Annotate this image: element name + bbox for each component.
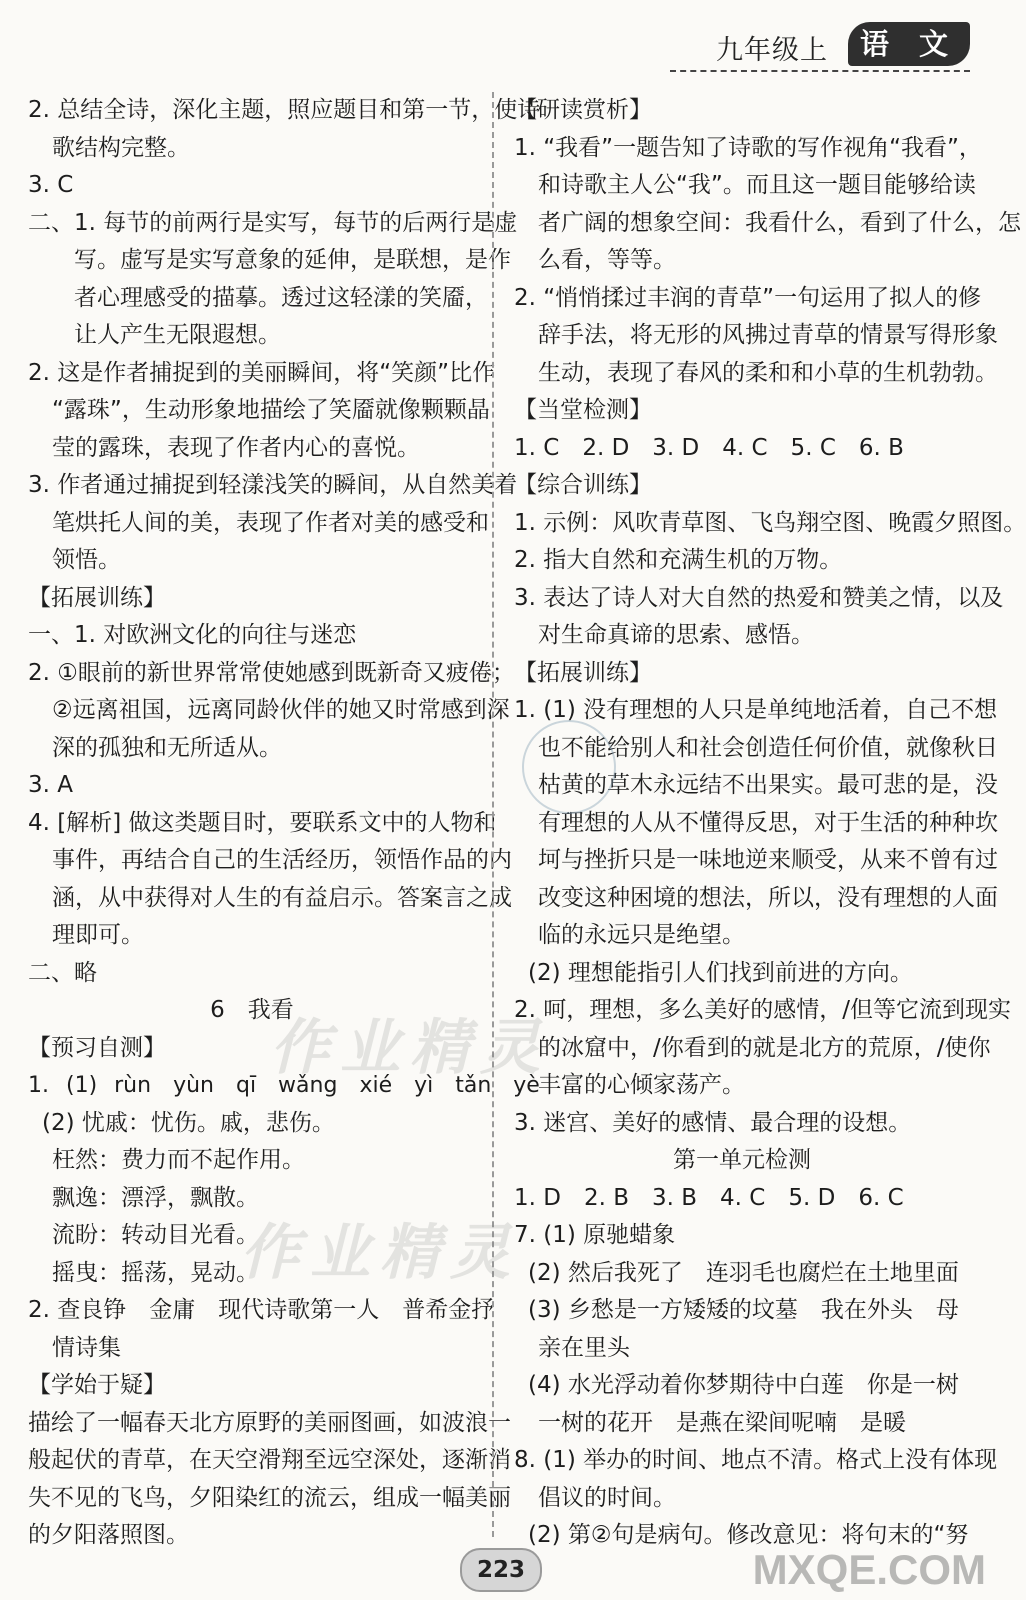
text-line: (3) 乡愁是一方矮矮的坟墓 我在外头 母 bbox=[528, 1297, 959, 1323]
text-line: 亲在里头 bbox=[538, 1334, 630, 1361]
right-column bbox=[514, 92, 1026, 1555]
text-line: 飘逸：漂浮，飘散。 bbox=[52, 1184, 259, 1211]
text-line: 【拓展训练】 bbox=[514, 659, 652, 686]
text-line: (2) 忧戚：忧伤。戚，悲伤。 bbox=[42, 1109, 335, 1136]
text-line: 2. 查良铮 金庸 现代诗歌第一人 普希金抒 bbox=[28, 1297, 495, 1323]
text-line: 一树的花开 是燕在梁间呢喃 是暖 bbox=[538, 1409, 906, 1436]
text-line: 么看，等等。 bbox=[538, 247, 676, 273]
text-line: 倡议的时间。 bbox=[538, 1484, 676, 1511]
text-line: 摇曳：摇荡，晃动。 bbox=[52, 1259, 259, 1286]
text-line: 【预习自测】 bbox=[28, 1034, 166, 1061]
text-line: 事件，再结合自己的生活经历，领悟作品的内 bbox=[52, 847, 512, 873]
text-line: 2. ①眼前的新世界常常使她感到既新奇又疲倦； bbox=[28, 659, 515, 686]
text-line: (2) 理想能指引人们找到前进的方向。 bbox=[528, 959, 913, 986]
text-line: 流盼：转动目光看。 bbox=[52, 1222, 259, 1248]
text-line: 【拓展训练】 bbox=[28, 584, 166, 611]
text-line: 临的永远只是绝望。 bbox=[538, 922, 745, 948]
text-line: 【综合训练】 bbox=[514, 472, 652, 498]
text-line: 2. “悄悄揉过丰润的青草”一句运用了拟人的修 bbox=[514, 284, 982, 311]
text-line: 第一单元检测 bbox=[673, 1147, 811, 1173]
text-line: 和诗歌主人公“我”。而且这一题目能够给读 bbox=[538, 172, 976, 198]
text-line: 1. C 2. D 3. D 4. C 5. C 6. B bbox=[514, 434, 904, 461]
watermark: 作业精灵 bbox=[270, 1013, 550, 1083]
text-line: 3. 表达了诗人对大自然的热爱和赞美之情，以及 bbox=[514, 584, 1004, 611]
circular-stamp bbox=[522, 720, 616, 814]
left-column bbox=[28, 92, 541, 1555]
text-line: 生动，表现了春风的柔和和小草的生机勃勃。 bbox=[538, 359, 998, 386]
text-line: 描绘了一幅春天北方原野的美丽图画，如波浪一 bbox=[28, 1409, 511, 1436]
text-line: 6 我看 bbox=[210, 997, 294, 1023]
text-line: 理即可。 bbox=[52, 922, 144, 948]
text-line: 二、1. 每节的前两行是实写，每节的后两行是虚 bbox=[28, 209, 518, 236]
text-line: 1. (1) 没有理想的人只是单纯地活着，自己不想 bbox=[514, 697, 998, 723]
text-line: 也不能给别人和社会创造任何价值，就像秋日 bbox=[538, 734, 998, 761]
text-line: (2) 第②句是病句。修改意见：将句末的“努 bbox=[528, 1522, 969, 1548]
text-line: “露珠”，生动形象地描绘了笑靥就像颗颗晶 bbox=[52, 397, 490, 423]
text-line: 2. 这是作者捕捉到的美丽瞬间，将“笑颜”比作 bbox=[28, 359, 496, 386]
text-line: 3. 迷宫、美好的感情、最合理的设想。 bbox=[514, 1109, 912, 1136]
text-line: 1. D 2. B 3. B 4. C 5. D 6. C bbox=[514, 1184, 904, 1211]
text-line: 2. 指大自然和充满生机的万物。 bbox=[514, 547, 843, 573]
text-line: 8. (1) 举办的时间、地点不清。格式上没有体现 bbox=[514, 1447, 998, 1473]
text-line: 【研读赏析】 bbox=[514, 97, 652, 123]
text-line: 【学始于疑】 bbox=[28, 1372, 166, 1398]
text-line: 的冰窟中，/你看到的就是北方的荒原，/使你 bbox=[538, 1034, 991, 1061]
text-line: 情诗集 bbox=[52, 1334, 121, 1361]
text-line: 让人产生无限遐想。 bbox=[74, 322, 281, 348]
text-line: 对生命真谛的思索、感悟。 bbox=[538, 622, 814, 648]
page-header bbox=[670, 18, 970, 74]
subject-badge: 语 文 bbox=[848, 22, 970, 66]
text-line: (2) 然后我死了 连羽毛也腐烂在土地里面 bbox=[528, 1259, 959, 1286]
text-line: 莹的露珠，表现了作者内心的喜悦。 bbox=[52, 434, 420, 461]
text-line: 3. A bbox=[28, 772, 73, 798]
text-line: 笔烘托人间的美，表现了作者对美的感受和 bbox=[52, 509, 489, 536]
text-line: 涵，从中获得对人生的有益启示。答案言之成 bbox=[52, 884, 512, 911]
text-line: (4) 水光浮动着你梦期待中白莲 你是一树 bbox=[528, 1372, 959, 1398]
text-line: 3. 作者通过捕捉到轻漾浅笑的瞬间，从自然美着 bbox=[28, 472, 518, 498]
text-line: 二、略 bbox=[28, 959, 97, 986]
grade-label: 九年级上 bbox=[716, 35, 828, 66]
text-line: 领悟。 bbox=[52, 547, 121, 573]
header-rule bbox=[670, 70, 970, 72]
text-line: 1. 示例：风吹青草图、飞鸟翔空图、晚霞夕照图。 bbox=[514, 509, 1026, 536]
text-line: 深的孤独和无所适从。 bbox=[52, 734, 282, 761]
text-line: 般起伏的青草，在天空滑翔至远空深处，逐渐消 bbox=[28, 1447, 511, 1473]
text-line: 7. (1) 原驰蜡象 bbox=[514, 1222, 676, 1248]
text-line: ②远离祖国，远离同龄伙伴的她又时常感到深 bbox=[52, 697, 510, 723]
text-line: 【当堂检测】 bbox=[514, 397, 652, 423]
text-line: 歌结构完整。 bbox=[52, 134, 190, 161]
text-line: 辞手法，将无形的风拂过青草的情景写得形象 bbox=[538, 322, 998, 348]
text-line: 有理想的人从不懂得反思，对于生活的种种坎 bbox=[538, 809, 998, 836]
text-line: 2. 总结全诗，深化主题，照应题目和第一节，使诗 bbox=[28, 97, 541, 123]
text-line: 枉然：费力而不起作用。 bbox=[52, 1147, 305, 1173]
column-divider bbox=[492, 92, 494, 1537]
text-line: 坷与挫折只是一味地逆来顺受，从来不曾有过 bbox=[538, 847, 998, 873]
text-line: 4. [解析] 做这类题目时，要联系文中的人物和 bbox=[28, 809, 497, 836]
text-line: 失不见的飞鸟，夕阳染红的流云，组成一幅美丽 bbox=[28, 1484, 511, 1511]
text-line: 者广阔的想象空间：我看什么，看到了什么，怎 bbox=[538, 209, 1021, 236]
text-line: 2. 呵，理想，多么美好的感情，/但等它流到现实 bbox=[514, 997, 1012, 1023]
text-line: 3. C bbox=[28, 172, 74, 198]
page-number: 223 bbox=[460, 1548, 542, 1592]
text-line: 写。虚写是实写意象的延伸，是联想，是作 bbox=[74, 247, 511, 273]
watermark: 作业精灵 bbox=[240, 1218, 520, 1288]
text-line: 枯黄的草木永远结不出果实。最可悲的是，没 bbox=[538, 772, 998, 798]
text-line: 的夕阳落照图。 bbox=[28, 1522, 189, 1548]
text-line: 者心理感受的描摹。透过这轻漾的笑靥， bbox=[74, 284, 488, 311]
text-line: 一、1. 对欧洲文化的向往与迷恋 bbox=[28, 622, 357, 648]
text-line: 1. (1) rùn yùn qī wǎng xié yì tǎn yè bbox=[28, 1073, 540, 1098]
text-line: 改变这种困境的想法，所以，没有理想的人面 bbox=[538, 884, 998, 911]
text-line: 丰富的心倾家荡产。 bbox=[538, 1072, 745, 1098]
corner-logo: MXQE.COM bbox=[752, 1546, 986, 1593]
text-line: 1. “我看”一题告知了诗歌的写作视角“我看”， bbox=[514, 134, 982, 161]
